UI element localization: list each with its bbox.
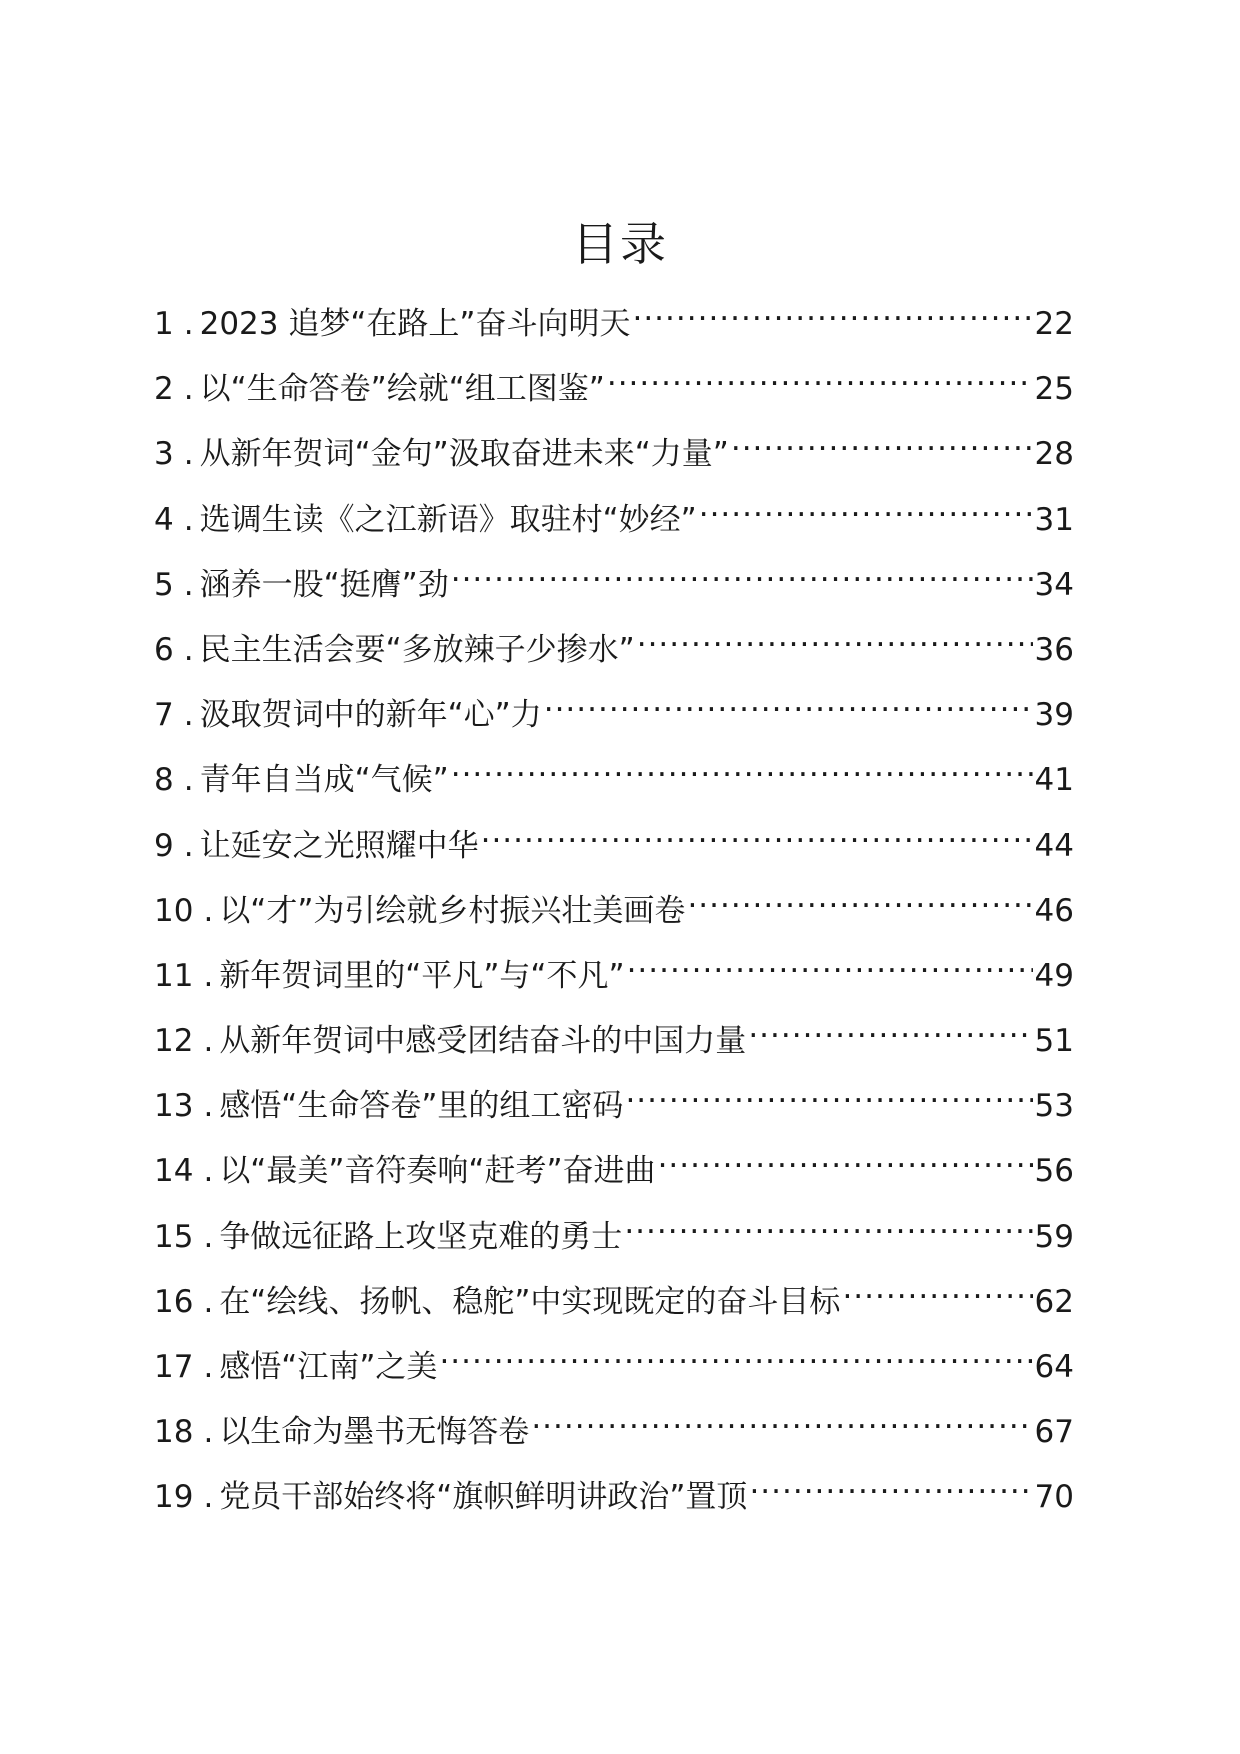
dot-leader xyxy=(842,1264,1032,1312)
dot-leader xyxy=(749,1459,1032,1507)
toc-entry-title: 以“才”为引绘就乡村振兴壮美画卷 xyxy=(219,892,686,929)
toc-entry-number: 12 xyxy=(154,1023,194,1060)
toc-entry-separator: . xyxy=(203,1088,214,1125)
toc-entry-title: 民主生活会要“多放辣子少掺水” xyxy=(199,631,635,668)
toc-entry-separator: . xyxy=(183,631,194,668)
toc-entry-page: 46 xyxy=(1034,892,1074,929)
toc-entry-number: 5 xyxy=(154,566,174,603)
toc-entry-separator: . xyxy=(203,1349,214,1385)
dot-leader xyxy=(658,1133,1033,1181)
toc-entry-18[interactable] xyxy=(154,1394,1074,1459)
toc-entry-15[interactable] xyxy=(154,1199,1074,1264)
toc-entry-separator: . xyxy=(183,371,194,408)
toc-entry-number: 11 xyxy=(154,957,194,994)
dot-leader xyxy=(699,482,1033,530)
toc-entry-separator: . xyxy=(203,892,214,929)
toc-entry-number: 8 xyxy=(154,762,174,799)
toc-list xyxy=(154,286,1074,1525)
toc-entry-title: 以生命为墨书无悔答卷 xyxy=(219,1414,530,1451)
toc-entry-page: 28 xyxy=(1034,436,1074,473)
toc-entry-page: 53 xyxy=(1034,1088,1074,1125)
dot-leader xyxy=(531,1394,1032,1442)
toc-entry-page: 36 xyxy=(1034,631,1074,668)
toc-entry-number: 15 xyxy=(154,1218,194,1255)
toc-entry-separator: . xyxy=(203,957,214,994)
toc-entry-separator: . xyxy=(203,1414,214,1451)
toc-entry-title: 汲取贺词中的新年“心”力 xyxy=(199,697,542,734)
toc-entry-title: 选调生读《之江新语》取驻村“妙经” xyxy=(199,501,697,538)
toc-entry-number: 19 xyxy=(154,1479,194,1516)
toc-entry-4[interactable] xyxy=(154,482,1074,547)
toc-entry-number: 1 xyxy=(154,306,174,342)
toc-entry-number: 3 xyxy=(154,436,174,473)
toc-entry-page: 39 xyxy=(1034,697,1074,734)
toc-entry-6[interactable] xyxy=(154,612,1074,677)
toc-entry-page: 51 xyxy=(1034,1023,1074,1060)
toc-entry-separator: . xyxy=(183,436,194,473)
toc-entry-separator: . xyxy=(203,1283,214,1320)
dot-leader xyxy=(731,416,1033,464)
dot-leader xyxy=(627,938,1033,986)
toc-entry-19[interactable] xyxy=(154,1459,1074,1524)
toc-entry-17[interactable] xyxy=(154,1329,1074,1394)
dot-leader xyxy=(624,1199,1032,1247)
toc-entry-separator: . xyxy=(183,306,194,342)
toc-entry-16[interactable] xyxy=(154,1264,1074,1329)
toc-entry-separator: . xyxy=(203,1479,214,1516)
dot-leader xyxy=(607,351,1033,399)
toc-entry-page: 22 xyxy=(1034,306,1074,342)
toc-entry-page: 70 xyxy=(1034,1479,1074,1516)
toc-entry-page: 25 xyxy=(1034,371,1074,408)
toc-entry-number: 9 xyxy=(154,827,174,864)
toc-entry-title: 感悟“生命答卷”里的组工密码 xyxy=(219,1088,624,1125)
toc-entry-title: 争做远征路上攻坚克难的勇士 xyxy=(219,1218,623,1255)
toc-entry-number: 17 xyxy=(154,1349,194,1385)
toc-entry-page: 41 xyxy=(1034,762,1074,799)
dot-leader xyxy=(632,286,1032,334)
toc-entry-page: 56 xyxy=(1034,1153,1074,1190)
toc-entry-separator: . xyxy=(203,1023,214,1060)
dot-leader xyxy=(481,808,1033,856)
toc-entry-separator: . xyxy=(203,1218,214,1255)
toc-entry-title: 以“最美”音符奏响“赶考”奋进曲 xyxy=(219,1153,656,1190)
dot-leader xyxy=(439,1329,1032,1377)
toc-title: 目录 xyxy=(572,217,668,271)
toc-entry-page: 31 xyxy=(1034,501,1074,538)
toc-entry-separator: . xyxy=(183,501,194,538)
toc-entry-3[interactable] xyxy=(154,416,1074,481)
toc-entry-separator: . xyxy=(183,566,194,603)
toc-entry-number: 16 xyxy=(154,1283,194,1320)
toc-entry-page: 44 xyxy=(1034,827,1074,864)
toc-entry-page: 34 xyxy=(1034,566,1074,603)
toc-entry-number: 13 xyxy=(154,1088,194,1125)
toc-entry-title: 感悟“江南”之美 xyxy=(219,1349,438,1385)
toc-entry-title: 党员干部始终将“旗帜鲜明讲政治”置顶 xyxy=(219,1479,748,1516)
toc-entry-number: 7 xyxy=(154,697,174,734)
dot-leader xyxy=(748,1003,1032,1051)
toc-entry-separator: . xyxy=(183,762,194,799)
toc-entry-8[interactable] xyxy=(154,742,1074,807)
toc-entry-title: 从新年贺词中感受团结奋斗的中国力量 xyxy=(219,1023,747,1060)
toc-entry-title: 以“生命答卷”绘就“组工图鉴” xyxy=(199,371,605,408)
toc-entry-page: 64 xyxy=(1034,1349,1074,1385)
toc-entry-number: 4 xyxy=(154,501,174,538)
toc-entry-separator: . xyxy=(203,1153,214,1190)
toc-entry-10[interactable] xyxy=(154,873,1074,938)
toc-entry-page: 49 xyxy=(1034,957,1074,994)
dot-leader xyxy=(625,1068,1032,1116)
toc-entry-number: 6 xyxy=(154,631,174,668)
dot-leader xyxy=(637,612,1033,660)
toc-entry-13[interactable] xyxy=(154,1068,1074,1133)
toc-entry-title: 让延安之光照耀中华 xyxy=(199,827,479,864)
toc-entry-1[interactable] xyxy=(154,286,1074,351)
toc-entry-12[interactable] xyxy=(154,1003,1074,1068)
toc-entry-number: 18 xyxy=(154,1414,194,1451)
dot-leader xyxy=(451,547,1033,595)
toc-entry-14[interactable] xyxy=(154,1133,1074,1198)
toc-entry-11[interactable] xyxy=(154,938,1074,1003)
toc-entry-title: 从新年贺词“金句”汲取奋进未来“力量” xyxy=(199,436,729,473)
toc-entry-9[interactable] xyxy=(154,808,1074,873)
toc-entry-page: 62 xyxy=(1034,1283,1074,1320)
toc-entry-title: 涵养一股“挺膺”劲 xyxy=(199,566,449,603)
toc-entry-number: 14 xyxy=(154,1153,194,1190)
dot-leader xyxy=(687,873,1032,921)
toc-entry-7[interactable] xyxy=(154,677,1074,742)
toc-entry-number: 10 xyxy=(154,892,194,929)
toc-entry-title: 2023 追梦“在路上”奋斗向明天 xyxy=(199,306,631,342)
toc-entry-title: 新年贺词里的“平凡”与“不凡” xyxy=(219,957,625,994)
dot-leader xyxy=(544,677,1033,725)
toc-entry-5[interactable] xyxy=(154,547,1074,612)
toc-entry-title: 青年自当成“气候” xyxy=(199,762,449,799)
toc-entry-number: 2 xyxy=(154,371,174,408)
dot-leader xyxy=(451,742,1033,790)
toc-entry-separator: . xyxy=(183,827,194,864)
toc-entry-separator: . xyxy=(183,697,194,734)
toc-entry-page: 59 xyxy=(1034,1218,1074,1255)
toc-entry-2[interactable] xyxy=(154,351,1074,416)
toc-entry-title: 在“绘线、扬帆、稳舵”中实现既定的奋斗目标 xyxy=(219,1283,841,1320)
toc-entry-page: 67 xyxy=(1034,1414,1074,1451)
